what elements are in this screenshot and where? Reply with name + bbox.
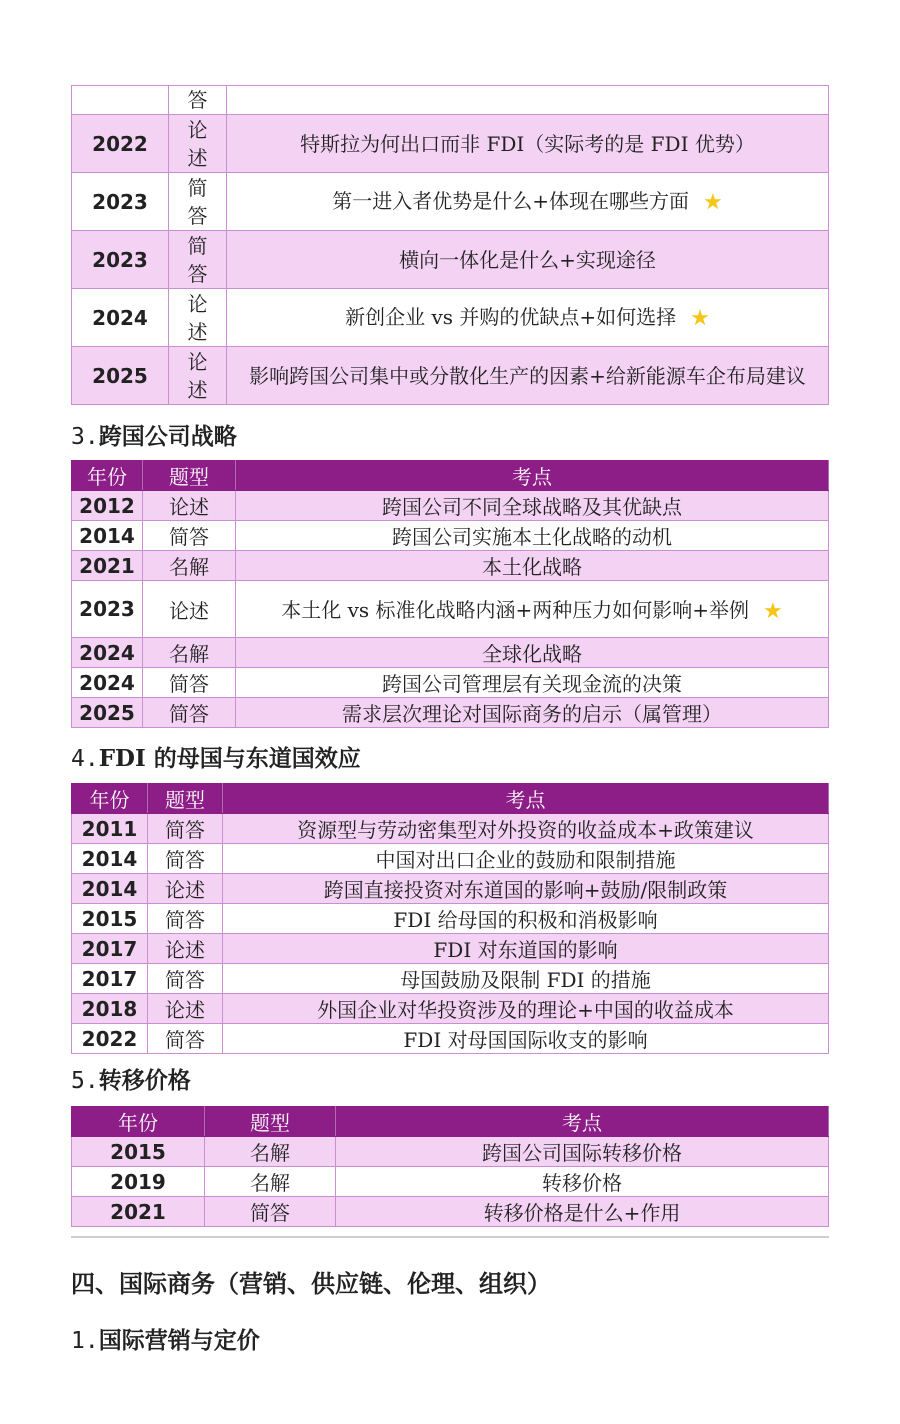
point-text: 需求层次理论对国际商务的启示（属管理） [342, 702, 722, 726]
type-cell [169, 231, 227, 289]
point-text: 跨国直接投资对东道国的影响+鼓励/限制政策 [323, 878, 728, 902]
section-title: FDI 的母国与东道国效应 [98, 745, 361, 772]
point-cell [223, 814, 829, 844]
year-cell: 2011 [72, 814, 148, 844]
section-heading-strategy [71, 418, 237, 451]
type-cell: 简答 [148, 964, 223, 994]
type-cell [169, 86, 227, 115]
type-char: 论 [187, 291, 208, 316]
year-cell: 2021 [72, 551, 143, 581]
star-icon: ★ [703, 189, 723, 215]
star-icon: ★ [763, 599, 783, 624]
point-cell [236, 668, 829, 698]
type-cell: 简答 [205, 1197, 336, 1227]
point-text: 跨国公司不同全球战略及其优缺点 [382, 495, 682, 519]
header-type: 题型 [143, 461, 236, 491]
type-char: 简 [187, 175, 208, 200]
type-cell [169, 347, 227, 405]
point-text: FDI 给母国的积极和消极影响 [393, 908, 658, 932]
point-cell [227, 289, 829, 347]
divider [71, 1236, 829, 1238]
type-char: 述 [187, 319, 208, 344]
point-text: 转移价格是什么+作用 [483, 1201, 681, 1225]
type-cell: 名解 [205, 1167, 336, 1197]
table-row [72, 844, 829, 874]
year-cell: 2015 [72, 904, 148, 934]
year-cell: 2024 [72, 638, 143, 668]
table-row [72, 289, 829, 347]
section-heading-fdi-effects [71, 740, 361, 773]
table-row [72, 1024, 829, 1054]
header-year: 年份 [72, 461, 143, 491]
fdi-effects-table [71, 783, 829, 1054]
type-cell: 简答 [148, 1024, 223, 1054]
table-row [72, 638, 829, 668]
type-cell: 论述 [148, 934, 223, 964]
type-char: 答 [187, 88, 208, 112]
table-row [72, 814, 829, 844]
point-text: 新创企业 vs 并购的优缺点+如何选择 [345, 304, 677, 329]
year-cell: 2025 [72, 347, 169, 405]
point-text: 跨国公司管理层有关现金流的决策 [382, 672, 682, 696]
star-icon: ★ [690, 305, 710, 331]
section-title: 转移价格 [98, 1067, 191, 1094]
type-cell: 名解 [143, 551, 236, 581]
table-row [72, 551, 829, 581]
year-cell: 2024 [72, 289, 169, 347]
header-type: 题型 [148, 784, 223, 814]
type-char: 论 [187, 117, 208, 142]
year-cell: 2022 [72, 115, 169, 173]
table-row [72, 994, 829, 1024]
year-cell: 2022 [72, 1024, 148, 1054]
point-cell [236, 698, 829, 728]
type-cell: 简答 [148, 844, 223, 874]
point-cell [236, 638, 829, 668]
point-cell [223, 904, 829, 934]
point-cell [227, 115, 829, 173]
year-cell: 2018 [72, 994, 148, 1024]
point-text: 跨国公司实施本土化战略的动机 [392, 525, 672, 549]
point-cell [227, 173, 829, 231]
point-cell [336, 1167, 829, 1197]
year-cell: 2017 [72, 934, 148, 964]
table-row [72, 874, 829, 904]
subsection-heading-marketing [71, 1322, 260, 1355]
header-type: 题型 [205, 1107, 336, 1137]
table-row [72, 581, 829, 638]
table-row [72, 491, 829, 521]
point-text: 横向一体化是什么+实现途径 [399, 247, 656, 272]
type-cell: 名解 [143, 638, 236, 668]
year-cell: 2021 [72, 1197, 205, 1227]
type-cell: 简答 [143, 521, 236, 551]
section-heading-transfer-pricing [71, 1062, 191, 1095]
header-year: 年份 [72, 1107, 205, 1137]
point-text: FDI 对东道国的影响 [433, 938, 618, 962]
type-cell: 论述 [148, 994, 223, 1024]
type-cell: 论述 [148, 874, 223, 904]
year-cell: 2023 [72, 173, 169, 231]
year-cell: 2012 [72, 491, 143, 521]
point-cell [223, 964, 829, 994]
table-row [72, 173, 829, 231]
point-text: 特斯拉为何出口而非 FDI（实际考的是 FDI 优势） [300, 131, 755, 156]
type-cell [169, 289, 227, 347]
point-text: 外国企业对华投资涉及的理论+中国的收益成本 [317, 998, 734, 1022]
point-cell [236, 551, 829, 581]
table-row [72, 698, 829, 728]
type-cell: 简答 [148, 904, 223, 934]
section-number: 5. [71, 1068, 99, 1094]
point-cell [223, 994, 829, 1024]
table-row [72, 347, 829, 405]
point-text: 中国对出口企业的鼓励和限制措施 [375, 848, 676, 872]
point-text: 第一进入者优势是什么+体现在哪些方面 [332, 188, 690, 213]
year-cell: 2014 [72, 844, 148, 874]
point-cell [227, 231, 829, 289]
type-cell: 简答 [143, 698, 236, 728]
point-cell [236, 521, 829, 551]
point-cell [227, 86, 829, 115]
header-point: 考点 [223, 784, 829, 814]
point-cell [236, 581, 829, 638]
type-char: 简 [187, 233, 208, 258]
point-cell [223, 844, 829, 874]
year-cell: 2014 [72, 521, 143, 551]
year-cell: 2024 [72, 668, 143, 698]
section-number: 3. [71, 424, 99, 450]
table-row [72, 1197, 829, 1227]
section-number: 1. [71, 1328, 99, 1354]
year-cell: 2014 [72, 874, 148, 904]
header-year: 年份 [72, 784, 148, 814]
point-cell [236, 491, 829, 521]
point-cell [336, 1137, 829, 1167]
table-row [72, 1167, 829, 1197]
year-cell: 2023 [72, 581, 143, 638]
year-cell: 2015 [72, 1137, 205, 1167]
type-cell: 名解 [205, 1137, 336, 1167]
point-text: 全球化战略 [482, 642, 582, 666]
type-cell: 论述 [143, 491, 236, 521]
point-text: 母国鼓励及限制 FDI 的措施 [400, 968, 651, 992]
type-cell: 简答 [148, 814, 223, 844]
year-cell: 2023 [72, 231, 169, 289]
year-cell: 2019 [72, 1167, 205, 1197]
type-char: 述 [187, 145, 208, 170]
table-row [72, 934, 829, 964]
type-cell: 简答 [143, 668, 236, 698]
table-row [72, 86, 829, 115]
point-text: 影响跨国公司集中或分散化生产的因素+给新能源车企布局建议 [249, 363, 806, 388]
year-cell: 2017 [72, 964, 148, 994]
table-row [72, 904, 829, 934]
point-text: FDI 对母国国际收支的影响 [403, 1028, 648, 1052]
section-number: 4. [71, 746, 99, 772]
table-row [72, 1137, 829, 1167]
strategy-table [71, 460, 829, 728]
header-point: 考点 [336, 1107, 829, 1137]
table-row [72, 964, 829, 994]
point-text: 跨国公司国际转移价格 [482, 1141, 682, 1165]
table-row [72, 521, 829, 551]
year-cell: 2025 [72, 698, 143, 728]
point-cell [223, 1024, 829, 1054]
point-text: 转移价格 [542, 1171, 622, 1195]
point-cell [336, 1197, 829, 1227]
point-cell [227, 347, 829, 405]
exam-table-continued [71, 85, 829, 405]
chapter-title: 四、国际商务（营销、供应链、伦理、组织） [71, 1269, 551, 1298]
point-cell [223, 934, 829, 964]
year-cell [72, 86, 169, 115]
type-char: 述 [187, 377, 208, 402]
type-cell [169, 115, 227, 173]
header-point: 考点 [236, 461, 829, 491]
type-cell [169, 173, 227, 231]
type-char: 答 [187, 261, 208, 286]
point-text: 资源型与劳动密集型对外投资的收益成本+政策建议 [297, 818, 754, 842]
type-cell: 论述 [143, 581, 236, 638]
section-title: 国际营销与定价 [98, 1327, 260, 1354]
type-char: 论 [187, 349, 208, 374]
table-row [72, 668, 829, 698]
table-row [72, 115, 829, 173]
point-text: 本土化 vs 标准化战略内涵+两种压力如何影响+举例 [281, 598, 750, 622]
type-char: 答 [187, 203, 208, 228]
point-text: 本土化战略 [482, 555, 582, 579]
transfer-pricing-table [71, 1106, 829, 1227]
point-cell [223, 874, 829, 904]
table-row [72, 231, 829, 289]
section-title: 跨国公司战略 [98, 423, 237, 450]
